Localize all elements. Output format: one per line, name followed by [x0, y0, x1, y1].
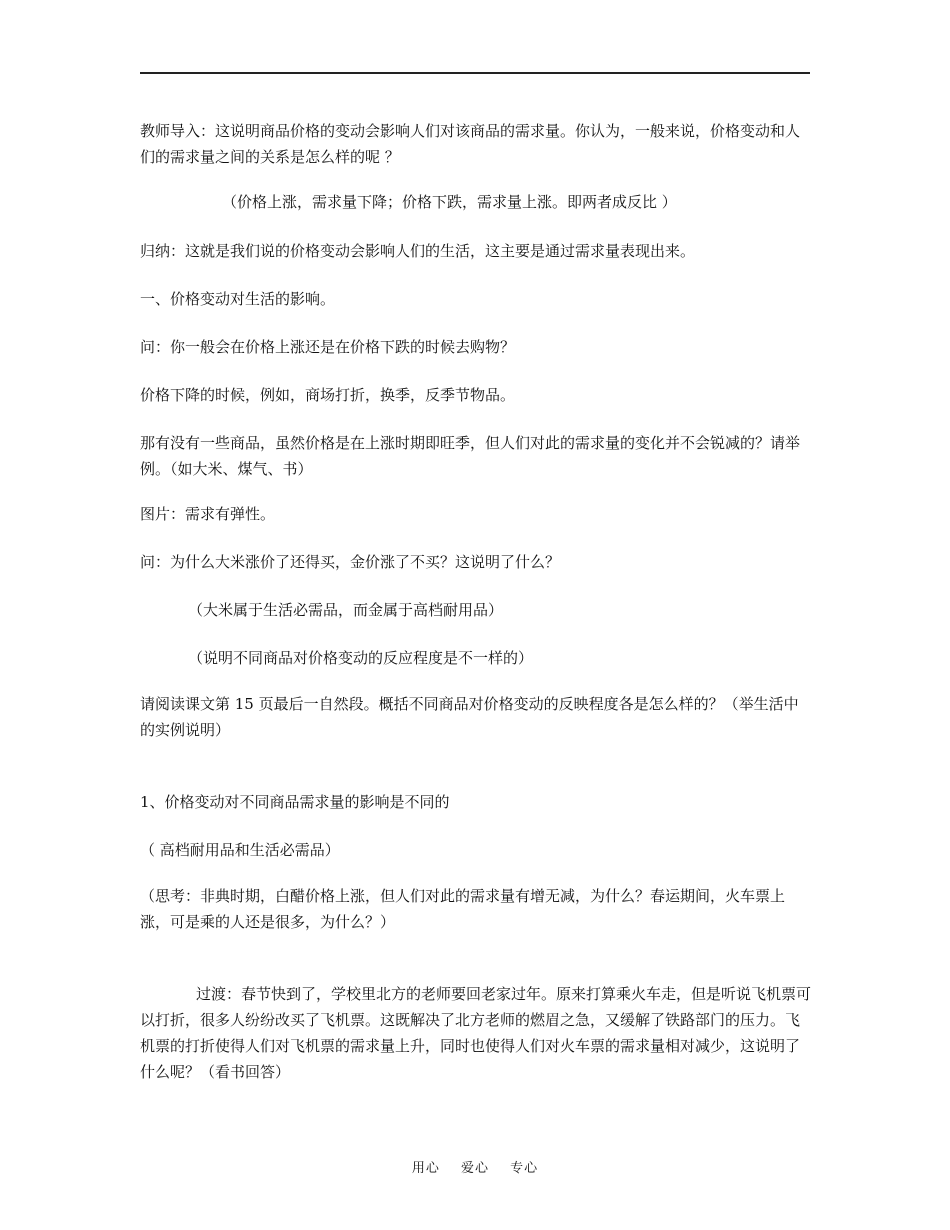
footer-text-1: 用心: [411, 1161, 440, 1176]
paragraph-question-shopping: 问：你一般会在价格上涨还是在价格下跌的时候去购物？: [140, 338, 516, 356]
paragraph-point-one: 1、价格变动对不同商品需求量的影响是不同的: [140, 793, 450, 811]
paragraph-question-rice-gold: 问：为什么大米涨价了还得买，金价涨了不买？这说明了什么？: [140, 553, 561, 571]
paragraph-goods-types: （ 高档耐用品和生活必需品）: [140, 841, 340, 859]
paragraph-transition: 过渡：春节快到了，学校里北方的老师要回老家过年。原来打算乘火车走，但是听说飞机票可以打折，很多人纷纷改买了飞机票。这既解决了北方老师的燃眉之急，又缓解了铁路部门的压力。飞机票的打折使得人们对飞机票的需求量上升，同时也使得人们对火车票的需求量相对减少，这说明了什么呢？（看书回答）: [140, 985, 812, 1081]
header-rule: [140, 72, 810, 74]
page-footer: [0, 1157, 950, 1176]
paragraph-read-text: 请阅读课文第 15 页最后一自然段。概括不同商品对价格变动的反映程度各是怎么样的？（举生活中的实例说明）: [140, 695, 799, 739]
paragraph-rice-necessity: （大米属于生活必需品，而金属于高档耐用品）: [188, 601, 504, 619]
paragraph-think: （思考：非典时期，白醋价格上涨，但人们对此的需求量有增无减，为什么？春运期间，火车票上涨，可是乘的人还是很多，为什么？）: [140, 887, 786, 931]
paragraph-answer-inverse: （价格上涨，需求量下降；价格下跌，需求量上涨。即两者成反比 ）: [222, 193, 677, 211]
footer-text-3: 专心: [510, 1161, 539, 1176]
paragraph-teacher-intro: 教师导入：这说明商品价格的变动会影响人们对该商品的需求量。你认为，一般来说，价格变动和人们的需求量之间的关系是怎么样的呢 ？: [140, 122, 801, 166]
paragraph-price-drop: 价格下降的时候，例如，商场打折，换季，反季节物品。: [140, 386, 516, 404]
paragraph-example-request: 那有没有一些商品，虽然价格是在上涨时期即旺季，但人们对此的需求量的变化并不会锐减的？请举例。（如大米、煤气、书）: [140, 434, 801, 478]
paragraph-summary: 归纳：这就是我们说的价格变动会影响人们的生活，这主要是通过需求量表现出来。: [140, 242, 696, 260]
paragraph-picture: 图片：需求有弹性。: [140, 505, 276, 523]
paragraph-different-response: （说明不同商品对价格变动的反应程度是不一样的）: [188, 649, 534, 667]
section-heading-one: 一、价格变动对生活的影响。: [140, 290, 336, 308]
footer-text-2: 爱心: [460, 1161, 489, 1176]
